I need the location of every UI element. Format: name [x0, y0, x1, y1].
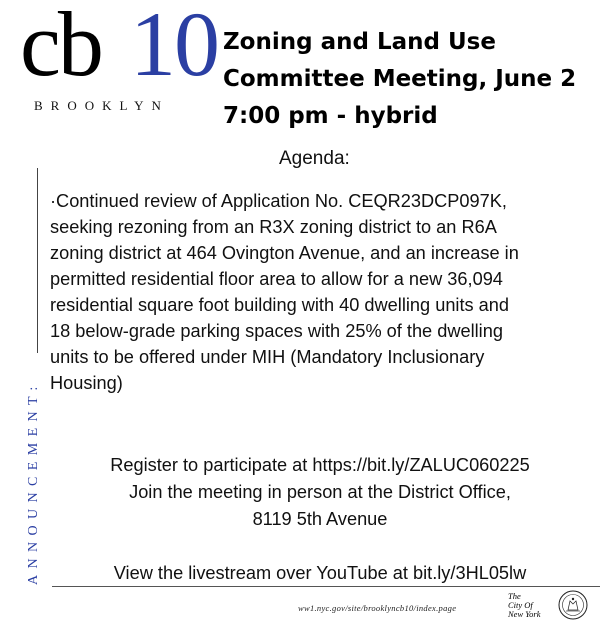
agenda-line: residential square foot building with 40 dwelling units and: [50, 295, 510, 315]
agenda-item: [50, 188, 610, 396]
cb10-logo: [20, 0, 218, 113]
meeting-title: [223, 24, 603, 135]
nyc-wordmark: [508, 592, 541, 619]
nyc-line: New York: [508, 609, 541, 619]
agenda-label: Agenda:: [279, 148, 350, 169]
agenda-line: permitted residential floor area to allow for a new 36,094: [50, 269, 503, 289]
logo-borough-text: BROOKLYN: [34, 98, 169, 113]
divider: [52, 586, 600, 587]
logo-cb-text: cb: [20, 0, 101, 95]
title-line: Committee Meeting, June 2: [223, 66, 577, 92]
register-line[interactable]: Register to participate at https://bit.ly/ZALUC060225: [110, 455, 530, 475]
title-line: 7:00 pm - hybrid: [223, 103, 438, 129]
agenda-line: units to be offered under MIH (Mandatory Inclusionary: [50, 347, 485, 367]
announcement-side-label: ANNOUNCEMENT:: [26, 380, 41, 585]
livestream-line[interactable]: View the livestream over YouTube at bit.ly/3HL05lw: [113, 563, 527, 583]
participation-info: [40, 452, 600, 533]
side-divider: [37, 168, 38, 353]
nyc-line: City Of: [508, 600, 533, 610]
title-line: Zoning and Land Use: [223, 29, 496, 55]
agenda-line: 18 below-grade parking spaces with 25% of the dwelling: [50, 321, 503, 341]
agenda-line: seeking rezoning from an R3X zoning district to an R6A: [50, 217, 497, 237]
agenda-line: Housing): [50, 373, 123, 393]
nyc-seal-icon: [558, 590, 588, 620]
agenda-line: zoning district at 464 Ovington Avenue, and an increase in: [50, 243, 519, 263]
in-person-line: Join the meeting in person at the District Office,: [129, 482, 511, 502]
nyc-line: The: [508, 591, 521, 601]
address-line: 8119 5th Avenue: [252, 509, 388, 529]
agenda-line: ·Continued review of Application No. CEQR23DCP097K,: [50, 191, 507, 211]
website-url[interactable]: ww1.nyc.gov/site/brooklyncb10/index.page: [298, 603, 457, 613]
logo-number-text: 10: [130, 0, 218, 95]
